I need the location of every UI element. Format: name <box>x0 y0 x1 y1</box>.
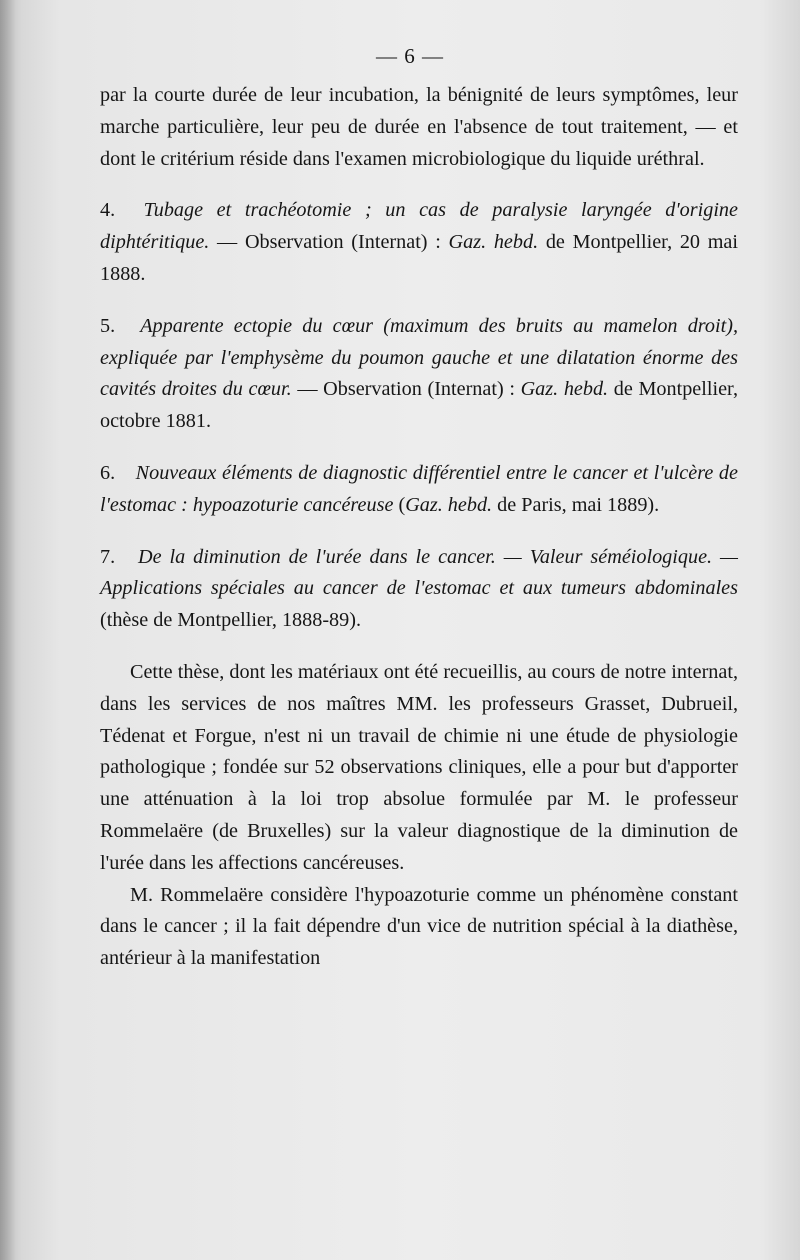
entry-citation: ( <box>393 493 406 516</box>
page-text <box>100 80 738 975</box>
entry-citation-end: de Paris, mai 1889). <box>492 493 660 516</box>
entry-title: Nouveaux éléments de diagnostic différentiel entre le cancer et l'ulcère de l'estomac : hypoazoturie cancéreuse <box>100 461 738 516</box>
publication-entry-6 <box>100 458 738 522</box>
entry-number: 7. <box>100 545 116 568</box>
entry-citation: — Observation (Internat) : <box>291 378 521 401</box>
entry-title: Apparente ectopie du cœur (maximum des bruits au mamelon droit), expliquée par l'emphysème du poumon gauche et une dilatation énorme des cavités droites du cœur. <box>100 314 738 401</box>
entry-journal: Gaz. hebd. <box>448 231 539 254</box>
publication-entry-7 <box>100 542 738 637</box>
body-paragraph-rommelaere: M. Rommelaëre considère l'hypoazoturie comme un phénomène constant dans le cancer ; il la fait dépendre d'un vice de nutrition spécial à la diathèse, antérieur à la manifestation <box>100 883 738 970</box>
page-number: — 6 — <box>376 44 444 68</box>
entry-citation-end: de Montpellier, octobre 1881. <box>100 378 738 433</box>
entry-journal: Gaz. hebd. <box>520 378 609 401</box>
entry-number: 4. <box>100 199 116 222</box>
entry-citation-end: de Montpellier, 20 mai 1888. <box>100 231 738 285</box>
intro-paragraph: par la courte durée de leur incubation, la bénignité de leurs symptômes, leur marche particulière, leur peu de durée en l'absence de tout traitement, — et dont le critérium réside dans l'examen microbiologique du liquide uréthral. <box>100 84 738 170</box>
entry-citation: (thèse de Montpellier, 1888-89). <box>100 609 361 632</box>
entry-title: De la diminution de l'urée dans le cancer. — Valeur séméiologique. — Applications spéciales au cancer de l'estomac et aux tumeurs abdominales <box>100 545 739 600</box>
body-paragraph-thesis: Cette thèse, dont les matériaux ont été recueillis, au cours de notre internat, dans les services de nos maîtres MM. les professeurs Grasset, Dubrueil, Tédenat et Forgue, n'est ni un travail de chimie ni une étude de physiologie pathologique ; fondée sur 52 observations cliniques, elle a pour but d'apporter une atténuation à la loi trop absolue formulée par M. le professeur Rommelaëre (de Bruxelles) sur la valeur diagnostique de la diminution de l'urée dans les affections cancéreuses. <box>100 660 738 874</box>
entry-number: 5. <box>100 314 116 337</box>
entry-citation: — Observation (Internat) : <box>209 231 449 254</box>
entry-title: Tubage et trachéotomie ; un cas de paralysie laryngée d'origine diphtéritique. <box>100 199 738 254</box>
binding-shadow <box>0 0 16 1260</box>
entry-number: 6. <box>100 461 116 484</box>
publication-entry-4 <box>100 195 738 290</box>
entry-journal: Gaz. hebd. <box>405 493 493 516</box>
publication-entry-5 <box>100 311 738 438</box>
